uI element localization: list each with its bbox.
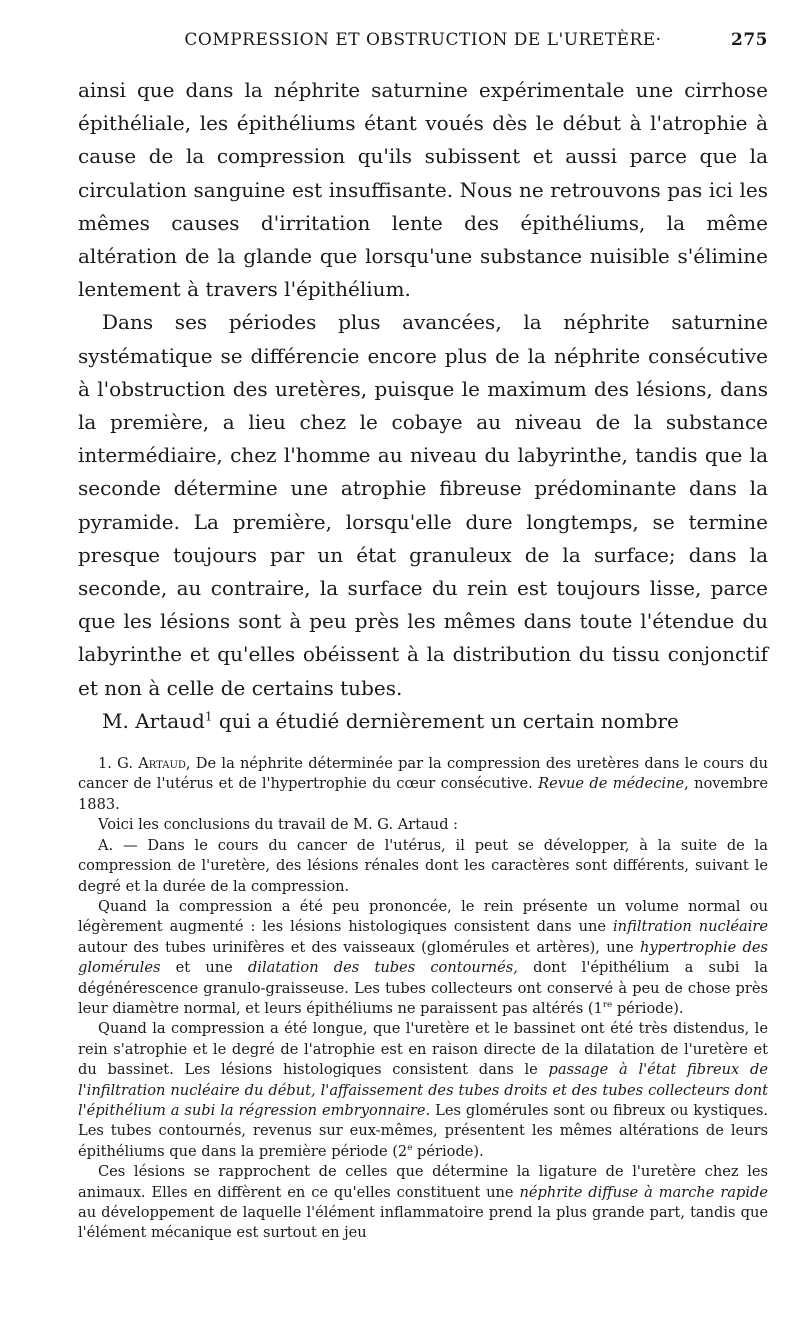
page-number: 275	[731, 30, 768, 50]
text-run: période).	[612, 999, 684, 1017]
footnote-title: , De la néphrite déterminée par la compression des uretères dans le cours du cancer de l'utérus et de l'hypertrophie du cœur consécutive.	[78, 755, 768, 793]
paragraph-3-start: M. Artaud	[102, 708, 205, 733]
footnote-journal: Revue de médecine	[538, 775, 685, 793]
text-run: Quand la compression a été longue, que l'uretère et le bassinet ont été très distendus, le rein s'atrophie et le degré de l'atrophie est en raison directe de la dilatation de l'uretère et du bassinet. Les lésions histologiques consistent dans le	[78, 1020, 768, 1079]
superscript: re	[602, 1000, 613, 1011]
footnote-conclusion-b	[78, 897, 768, 1019]
footnote-ref-1[interactable]: 1	[204, 709, 213, 724]
paragraph-2: Dans ses périodes plus avancées, la néphrite saturnine systématique se différencie encore plus de la néphrite consécutive à l'obstruction des uretères, puisque le maximum des lésions, dans la première, a lieu chez le cobaye au niveau de la substance intermédiaire, chez l'homme au niveau du labyrinthe, tandis que la seconde détermine une atrophie fibreuse prédominante dans la pyramide. La première, lorsqu'elle dure longtemps, se termine presque toujours par un état granuleux de la surface; dans la seconde, au contraire, la surface du rein est toujours lisse, parce que les lésions sont à peu près les mêmes dans toute l'étendue du labyrinthe et qu'elles obéissent à la distribution du tissu conjonctif et non à celle de certains tubes.	[78, 310, 768, 700]
footnotes	[78, 754, 768, 1244]
text-run: Les glomérules sont ou fibreux ou kystiques. Les tubes contournés, revenus sur eux-mêmes, présentent les mêmes altérations de leurs épithéliums que dans la première période (2	[78, 1101, 768, 1160]
footnote-date: , novembre 1883.	[78, 775, 768, 813]
italic-run: dilatation des tubes contournés,	[247, 959, 518, 977]
book-page	[78, 30, 768, 1244]
footnote-number: 1. G.	[98, 755, 139, 773]
running-header	[78, 30, 768, 60]
footnote-conclusion-c	[78, 1019, 768, 1162]
text-run: Ces lésions se rapprochent de celles que détermine la ligature de l'uretère chez les animaux. Elles en diffèrent en ce qu'elles constituent une	[78, 1163, 768, 1201]
footnote-author: Artaud	[138, 755, 186, 773]
paragraph-3	[78, 705, 768, 738]
main-text	[78, 74, 768, 738]
footnote-conclusion-d	[78, 1162, 768, 1244]
text-run: période).	[412, 1142, 484, 1160]
text-run: et une	[160, 959, 248, 977]
running-title: COMPRESSION ET OBSTRUCTION DE L'URETÈRE·	[184, 30, 662, 50]
footnote-1	[78, 754, 768, 815]
superscript: e	[407, 1142, 413, 1153]
paragraph-3-rest: qui a étudié dernièrement un certain nombre	[212, 708, 679, 733]
text-run: autour des tubes urinifères et des vaisseaux (glomérules et artères), une	[78, 938, 640, 956]
text-run: au développement de laquelle l'élément inflammatoire prend la plus grande part, tandis que l'élément mécanique est surtout en jeu	[78, 1204, 768, 1242]
footnote-intro: Voici les conclusions du travail de M. G. Artaud :	[98, 816, 459, 834]
italic-run: hypertrophie des glomérules	[78, 938, 768, 977]
italic-run: passage à l'état fibreux de l'infiltration nucléaire du début, l'affaissement des tubes droits et des tubes collecteurs dont l'épithélium a subi la régression embryonnaire.	[78, 1061, 769, 1119]
footnote-conclusion-a: A. — Dans le cours du cancer de l'utérus, il peut se développer, à la suite de la compression de l'uretère, des lésions rénales dont les caractères sont différents, suivant le degré et la durée de la compression.	[78, 836, 768, 895]
text-run: Quand la compression a été peu prononcée, le rein présente un volume normal ou légèrement augmenté : les lésions histologiques consistent dans une	[78, 897, 768, 936]
paragraph-1: ainsi que dans la néphrite saturnine expérimentale une cirrhose épithéliale, les épithéliums étant voués dès le début à l'atrophie à cause de la compression qu'ils subissent et aussi parce que la circulation sanguine est insuffisante. Nous ne retrouvons pas ici les mêmes causes d'irritation lente des épithéliums, la même altération de la glande que lorsqu'une substance nuisible s'élimine lentement à travers l'épithélium.	[78, 78, 768, 302]
italic-run: infiltration nucléaire	[613, 918, 769, 936]
italic-run: néphrite diffuse à marche rapide	[519, 1183, 768, 1201]
text-run: dont l'épithélium a subi la dégénérescence granulo-graisseuse. Les tubes collecteurs ont conservé à peu de chose près leur diamètre normal, et leurs épithéliums ne paraissent pas altérés (1	[78, 959, 768, 1017]
